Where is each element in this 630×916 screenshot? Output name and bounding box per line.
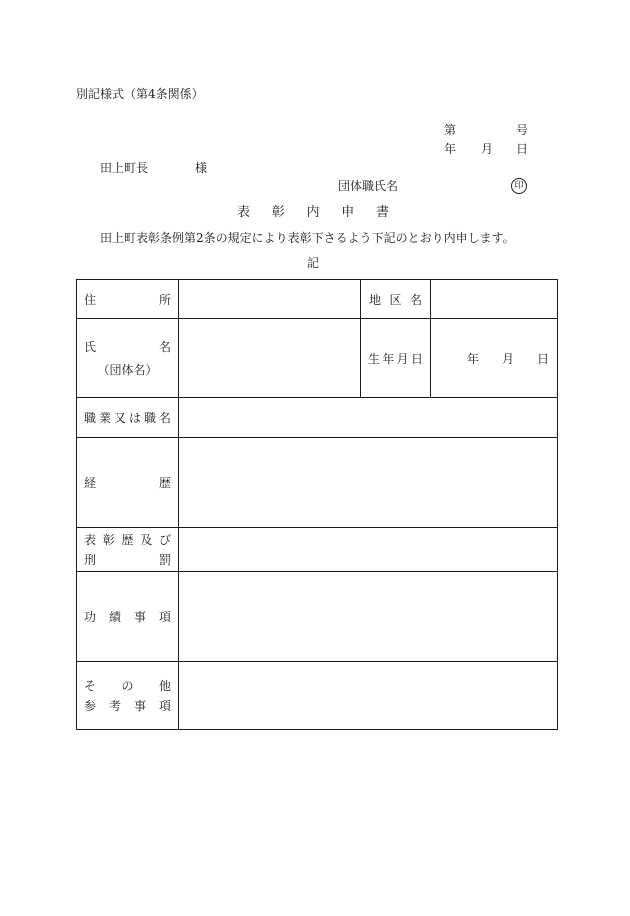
document-title xyxy=(237,206,389,219)
number-dai: 第 xyxy=(444,123,457,137)
row-award-history xyxy=(77,528,558,572)
name-sublabel: （団体名） xyxy=(97,363,158,377)
form-label: 別記様式（第4条関係） xyxy=(76,87,204,101)
occupation-label: 職 業 又 は 職 名 xyxy=(77,398,179,438)
birthdate-label: 生 年 月 日 xyxy=(361,319,431,398)
title-char: 彰 xyxy=(271,205,285,220)
date-day: 日 xyxy=(516,142,529,156)
row-address xyxy=(77,280,558,319)
title-char: 申 xyxy=(341,205,355,220)
other-field[interactable] xyxy=(179,662,558,730)
birth-day: 日 xyxy=(536,351,549,366)
row-occupation xyxy=(77,398,558,438)
career-field[interactable] xyxy=(179,438,558,528)
application-table xyxy=(76,279,558,730)
row-other xyxy=(77,662,558,730)
applicant-label: 団体職氏名 xyxy=(338,179,399,193)
title-char: 書 xyxy=(375,205,389,220)
birthdate-field[interactable] xyxy=(431,319,558,398)
row-career xyxy=(77,438,558,528)
district-label: 地 区 名 xyxy=(361,280,431,319)
number-go: 号 xyxy=(516,123,529,137)
intro-text: 田上町表彰条例第2条の規定により表彰下さるよう下記のとおり内申します。 xyxy=(100,231,515,245)
career-label: 経 歴 xyxy=(77,438,179,528)
achievements-label: 功 績 事 項 xyxy=(77,572,179,662)
achievements-field[interactable] xyxy=(179,572,558,662)
birth-month: 月 xyxy=(501,351,514,366)
other-label: そ の 他 参 考 事 項 xyxy=(77,662,179,730)
address-label: 住 所 xyxy=(77,280,179,319)
occupation-field[interactable] xyxy=(179,398,558,438)
seal-mark: 印 xyxy=(511,178,527,194)
title-char: 表 xyxy=(237,205,251,220)
addressee-name: 田上町長 xyxy=(100,161,149,175)
date-month: 月 xyxy=(481,142,494,156)
row-achievements xyxy=(77,572,558,662)
row-name xyxy=(77,319,558,398)
date-year: 年 xyxy=(444,142,457,156)
ki-heading: 記 xyxy=(307,256,320,270)
addressee-honorific: 様 xyxy=(195,161,208,175)
name-label: 氏 名 （団体名） xyxy=(77,319,179,398)
title-char: 内 xyxy=(306,205,320,220)
birth-year: 年 xyxy=(467,351,480,366)
address-field[interactable] xyxy=(179,280,361,319)
award-history-field[interactable] xyxy=(179,528,558,572)
award-history-label: 表 彰 歴 及 び 刑 罰 xyxy=(77,528,179,572)
name-field[interactable] xyxy=(179,319,361,398)
district-field[interactable] xyxy=(431,280,558,319)
